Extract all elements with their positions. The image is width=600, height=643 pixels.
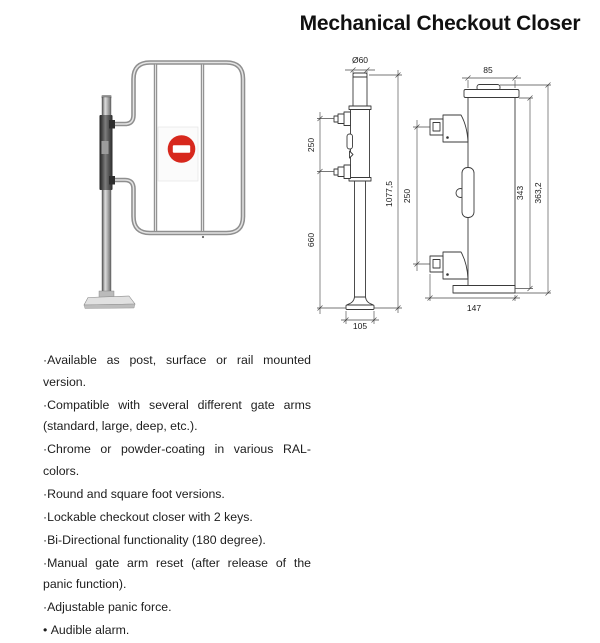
feature-item	[43, 620, 311, 642]
bullet: ·	[43, 555, 48, 570]
dim-post-total-height: 1077,5	[384, 181, 394, 207]
feature-text: Round and square foot versions.	[47, 486, 225, 501]
dim-unit-body-height: 343	[515, 185, 525, 201]
feature-text: Chrome or powder-coating in various RAL-colors.	[43, 442, 311, 478]
post-side-drawing	[303, 48, 405, 333]
page-title: Mechanical Checkout Closer	[299, 12, 581, 35]
feature-item	[43, 597, 311, 619]
dim-post-diameter: Ø60	[351, 55, 369, 65]
dim-unit-body-width: 85	[483, 65, 493, 75]
feature-list	[43, 350, 311, 643]
bullet: ·	[43, 353, 48, 367]
feature-text: Compatible with several different gate arms (standard, large, deep, etc.).	[43, 397, 311, 433]
dim-unit-total-width: 147	[466, 303, 482, 313]
bullet: ·	[43, 397, 48, 412]
bullet: ·	[43, 509, 48, 524]
feature-item	[43, 530, 311, 552]
no-entry-sign	[158, 127, 198, 181]
feature-text: Available as post, surface or rail mounted version.	[43, 353, 311, 389]
feature-item	[43, 484, 311, 506]
feature-text: Bi-Directional functionality (180 degree).	[47, 532, 266, 547]
product-photo	[55, 45, 295, 320]
feature-text: Audible alarm.	[50, 623, 130, 637]
dim-post-hinge-spacing: 250	[306, 137, 316, 153]
foot-plate	[84, 296, 135, 309]
closer-unit-drawing	[400, 52, 585, 320]
bullet: ·	[43, 600, 48, 614]
feature-item	[43, 507, 311, 529]
post-outline	[334, 73, 374, 310]
feature-item	[43, 395, 311, 438]
unit-outline	[430, 85, 519, 294]
dim-post-lower-height: 660	[306, 232, 316, 248]
dim-unit-hinge-spacing: 250	[402, 188, 412, 204]
feature-text: Adjustable panic force.	[47, 600, 172, 614]
feature-item	[43, 553, 311, 596]
dim-post-base-width: 105	[352, 321, 368, 331]
bullet: ·	[43, 442, 48, 456]
feature-text: Lockable checkout closer with 2 keys.	[47, 509, 253, 524]
feature-item	[43, 350, 311, 393]
feature-item	[43, 439, 311, 482]
bullet: ·	[43, 486, 48, 501]
bullet: ·	[43, 532, 48, 547]
bullet: •	[43, 623, 51, 637]
feature-text: Manual gate arm reset (after release of the panic function).	[43, 555, 311, 591]
dim-unit-total-height: 363,2	[533, 182, 543, 204]
mounting-post	[84, 95, 135, 309]
frame-screw	[202, 236, 204, 238]
